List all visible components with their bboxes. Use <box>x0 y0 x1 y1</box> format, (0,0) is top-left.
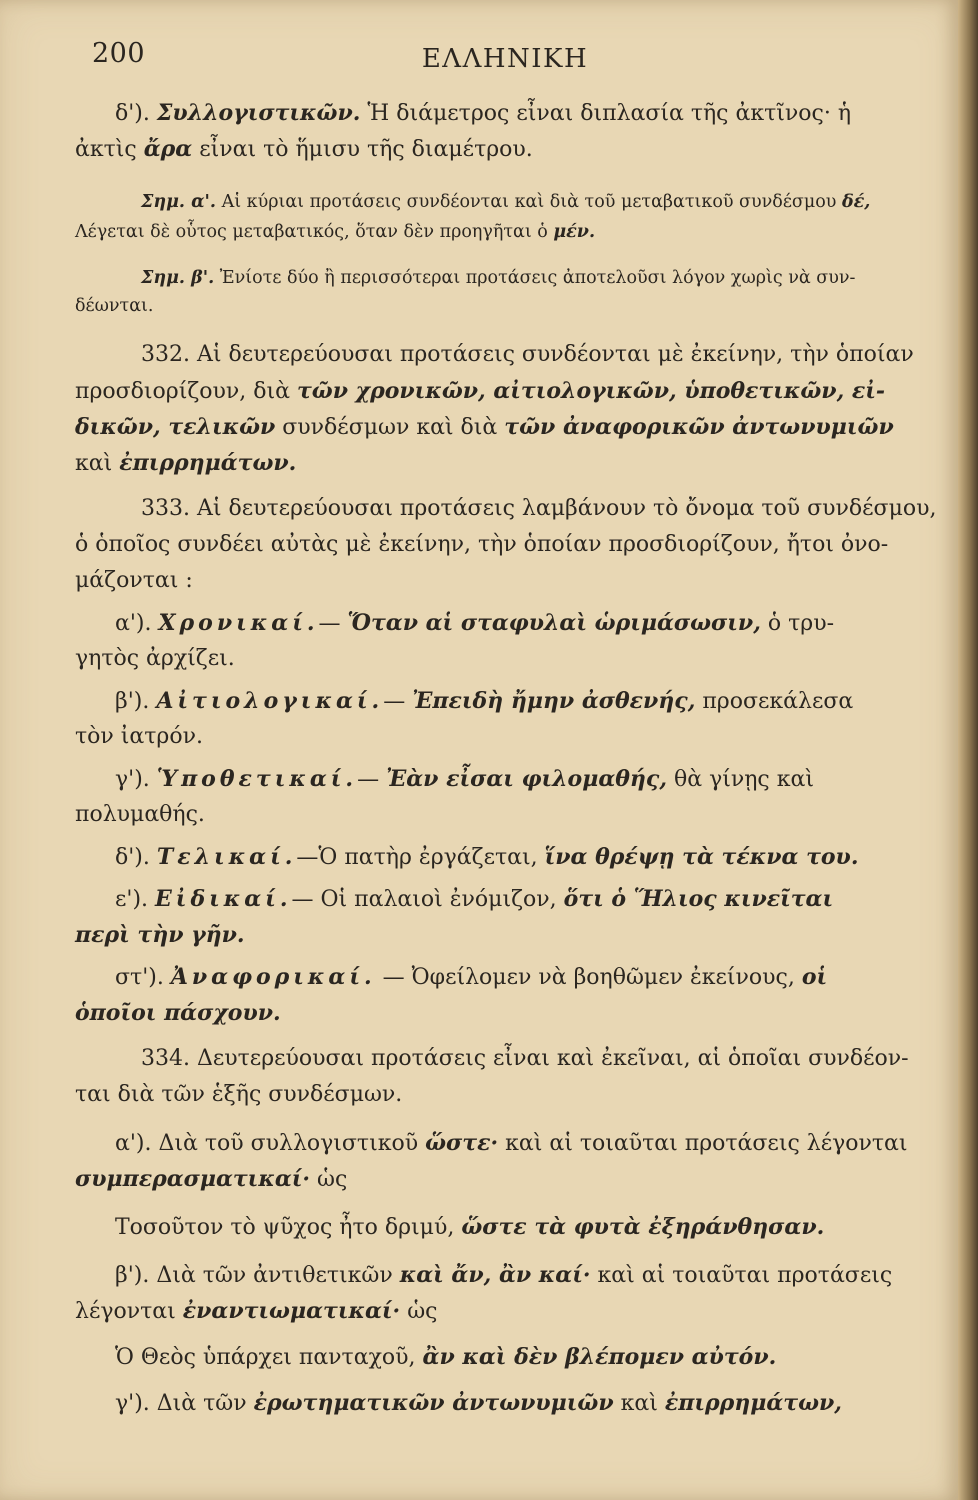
example-line <box>75 886 947 912</box>
emphasis: δέ, <box>841 192 871 212</box>
text: πολυμαθής. <box>75 802 205 827</box>
text: ἀκτὶς <box>75 137 144 162</box>
emphasis: Συλλογιστικῶν. <box>156 100 361 126</box>
category-label: Ὑποθετικαί. <box>156 766 358 792</box>
note-line <box>75 268 958 288</box>
text-line <box>75 724 907 749</box>
category-label: Χρονικαί. <box>158 610 319 636</box>
example-line <box>75 766 947 792</box>
text: ὁ ὁποῖος συνδέει αὐτὰς μὲ ἐκείνην, τὴν ὁποίαν προσδιορίζουν, ἤτοι ὀνο- <box>75 532 889 557</box>
text: 333. Αἱ δευτερεύουσαι προτάσεις λαμβάνουν τὸ ὄνομα τοῦ συνδέσμου, <box>141 496 937 521</box>
text-line <box>75 414 907 440</box>
emphasis: καὶ ἄν, ἂν καί· <box>399 1262 591 1288</box>
text: ὡς <box>310 1167 348 1192</box>
page-number: 200 <box>92 38 146 69</box>
text: Αἱ κύριαι προτάσεις συνδέονται καὶ διὰ τοῦ μεταβατικοῦ συνδέσμου <box>216 192 842 212</box>
emphasis: ἂν καὶ δὲν βλέπομεν αὐτόν. <box>422 1344 777 1370</box>
emphasis: οἱ <box>801 964 828 990</box>
text-line <box>75 922 907 948</box>
text: καὶ αἱ τοιαῦται προτάσεις <box>590 1263 893 1288</box>
text: β'). Διὰ τῶν ἀντιθετικῶν <box>115 1263 400 1288</box>
example-line <box>75 1214 947 1240</box>
text: — <box>383 689 413 714</box>
item-marker: β'). <box>115 689 150 714</box>
text: εἶναι τὸ ἥμισυ τῆς διαμέτρου. <box>192 137 533 162</box>
example-line <box>75 844 947 870</box>
item-marker: στ'). <box>115 965 164 990</box>
text: — <box>318 611 348 636</box>
text-line <box>75 1130 947 1156</box>
text: μάζονται : <box>75 568 193 593</box>
emphasis: δικῶν, τελικῶν <box>75 414 276 440</box>
text-line <box>75 532 907 557</box>
note-line <box>75 192 958 212</box>
text: — <box>357 767 387 792</box>
text: Ἐνίοτε δύο ἢ περισσότεραι προτάσεις ἀποτελοῦσι λόγον χωρὶς νὰ συν- <box>214 268 856 288</box>
emphasis: Ἐὰν εἶσαι φιλομαθής, <box>386 766 667 792</box>
text: καὶ <box>75 451 120 476</box>
item-marker: γ'). <box>115 767 150 792</box>
emphasis: ὥστε τὰ φυτὰ ἐξηράνθησαν. <box>461 1214 825 1240</box>
text-line <box>75 100 947 126</box>
text-line <box>75 646 907 671</box>
emphasis: ἐναντιωματικαί· <box>182 1298 401 1324</box>
item-marker: ε'). <box>115 887 149 912</box>
text: ὡς <box>400 1299 438 1324</box>
text: προσεκάλεσα <box>695 689 854 714</box>
example-line <box>75 1344 947 1370</box>
emphasis: ἄρα <box>143 136 193 162</box>
text: γητὸς ἀρχίζει. <box>75 646 235 671</box>
category-label: Τελικαί. <box>156 844 297 870</box>
text: συνδέσμων καὶ διὰ <box>275 415 505 440</box>
emphasis: ὁποῖοι πάσχουν. <box>75 1000 281 1026</box>
text: —Ὁ πατὴρ ἐργάζεται, <box>296 845 545 870</box>
item-marker: δ'). <box>115 101 150 126</box>
page-edge <box>958 0 978 1500</box>
text: — Ὀφείλομεν νὰ βοηθῶμεν ἐκείνους, <box>375 965 802 990</box>
text: δέωνται. <box>75 296 154 316</box>
emphasis: ἐρωτηματικῶν ἀντωνυμιῶν <box>253 1390 614 1416</box>
category-label: Εἰδικαί. <box>155 886 292 912</box>
text-line <box>75 378 907 404</box>
text-line <box>75 1166 907 1192</box>
emphasis: ἵνα θρέψῃ τὰ τέκνα του. <box>544 844 859 870</box>
emphasis: τῶν ἀναφορικῶν ἀντωνυμιῶν <box>504 414 894 440</box>
text-line <box>75 136 907 162</box>
example-line <box>75 964 947 990</box>
text-line <box>75 1390 947 1416</box>
example-line <box>75 688 947 714</box>
text: 334. Δευτερεύουσαι προτάσεις εἶναι καὶ ἐκεῖναι, αἱ ὁποῖαι συνδέον- <box>141 1046 909 1071</box>
category-label: Αἰτιολογικαί. <box>156 688 384 714</box>
emphasis: συμπερασματικαί· <box>75 1166 311 1192</box>
text-line <box>75 1262 947 1288</box>
section-333 <box>75 496 958 521</box>
emphasis: ἐπιρρημάτων. <box>119 450 297 476</box>
text: Ἡ διάμετρος εἶναι διπλασία τῆς ἀκτῖνος· ἡ <box>367 101 852 126</box>
text-line <box>75 1082 907 1107</box>
text-line <box>75 568 907 593</box>
note-label: Σημ. α'. <box>141 192 217 212</box>
text-line <box>75 450 907 476</box>
text: 332. Αἱ δευτερεύουσαι προτάσεις συνδέονται μὲ ἐκείνην, τὴν ὁποίαν <box>141 342 914 367</box>
emphasis: μέν. <box>553 222 596 242</box>
emphasis: Ὅταν αἱ σταφυλαὶ ὡριμάσωσιν, <box>347 610 761 636</box>
text: καὶ αἱ τοιαῦται προτάσεις λέγονται <box>498 1131 908 1156</box>
text: ται διὰ τῶν ἑξῆς συνδέσμων. <box>75 1082 403 1107</box>
text: θὰ γίνῃς καὶ <box>666 767 814 792</box>
example-line <box>75 610 947 636</box>
emphasis: περὶ τὴν γῆν. <box>75 922 245 948</box>
text-line <box>75 802 907 827</box>
item-marker: δ'). <box>115 845 150 870</box>
emphasis: Ἐπειδὴ ἤμην ἀσθενής, <box>412 688 696 714</box>
text: Τοσοῦτον τὸ ψῦχος ἦτο δριμύ, <box>115 1215 462 1240</box>
text: Ὁ Θεὸς ὑπάρχει πανταχοῦ, <box>115 1345 423 1370</box>
text: τὸν ἰατρόν. <box>75 724 203 749</box>
emphasis: ὥστε· <box>425 1130 499 1156</box>
running-title: ΕΛΛΗΝΙΚΗ <box>421 44 589 74</box>
emphasis: τῶν χρονικῶν, αἰτιολογικῶν, ὑποθετικῶν, εἰ- <box>296 378 886 404</box>
text: — Οἱ παλαιοὶ ἐνόμιζον, <box>291 887 564 912</box>
text: α'). Διὰ τοῦ συλλογιστικοῦ <box>115 1131 426 1156</box>
item-marker: α'). <box>115 611 152 636</box>
section-334 <box>75 1046 958 1071</box>
emphasis: ἐπιρρημάτων, <box>664 1390 842 1416</box>
text: ὁ τρυ- <box>760 611 835 636</box>
note-line <box>75 296 907 316</box>
text: γ'). Διὰ τῶν <box>115 1391 254 1416</box>
text: καὶ <box>613 1391 665 1416</box>
note-label: Σημ. β'. <box>141 268 215 288</box>
text: Λέγεται δὲ οὗτος μεταβατικός, ὅταν δὲν προηγῆται ὁ <box>75 222 554 242</box>
note-line <box>75 222 907 242</box>
text-line <box>75 1298 907 1324</box>
text-line <box>75 1000 907 1026</box>
emphasis: ὅτι ὁ Ἥλιος κινεῖται <box>563 886 834 912</box>
section-332 <box>75 342 958 367</box>
text: λέγονται <box>75 1299 183 1324</box>
page-header <box>0 38 958 88</box>
text: προσδιορίζουν, διὰ <box>75 379 297 404</box>
category-label: Ἀναφορικαί. <box>170 964 376 990</box>
